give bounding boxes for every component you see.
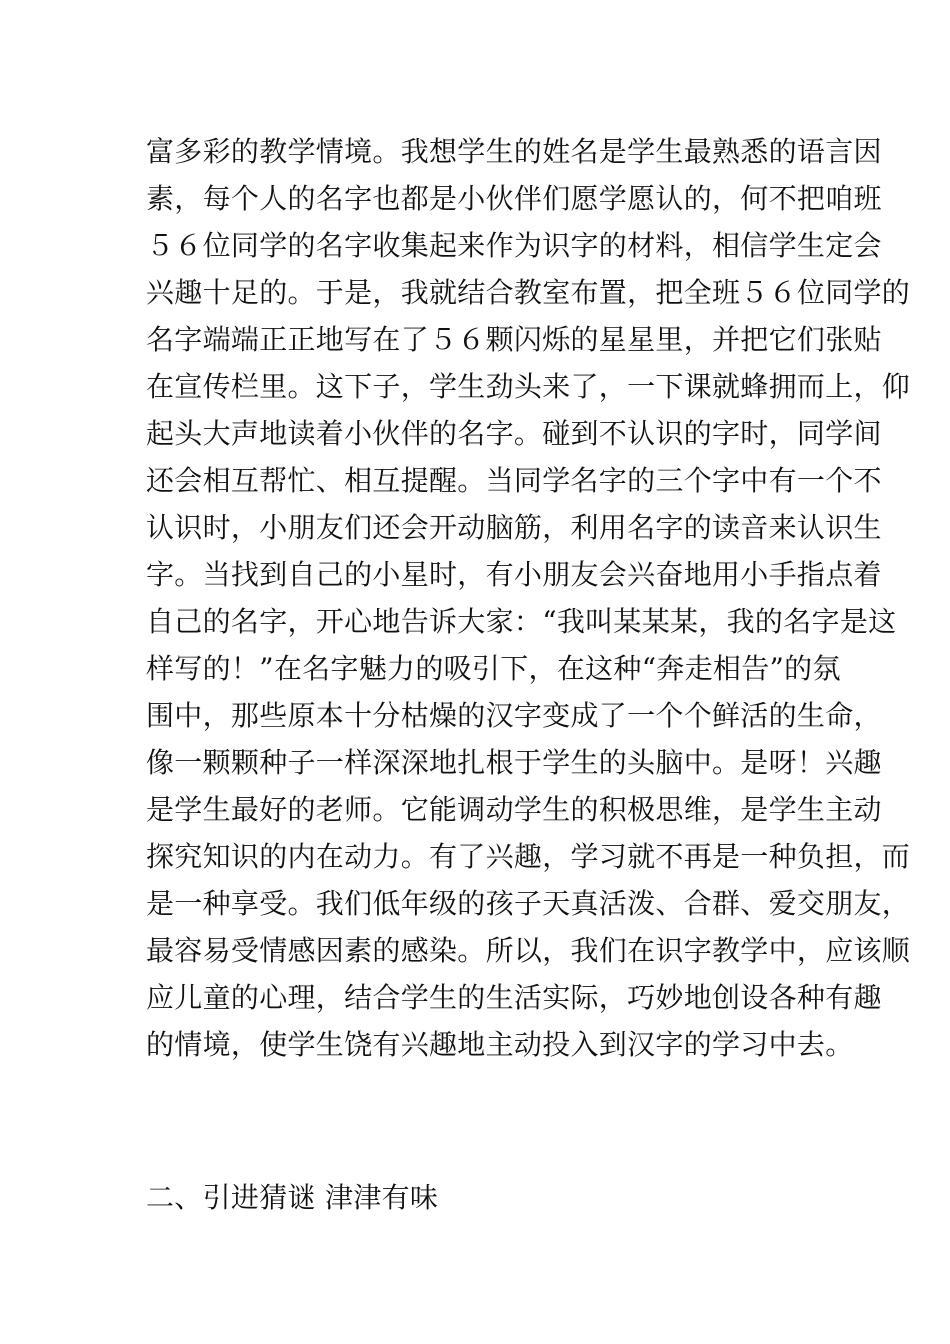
paragraph-line: 的情境，使学生饶有兴趣地主动投入到汉字的学习中去。 [146,1028,854,1061]
paragraph-line: 像一颗颗种子一样深深地扎根于学生的头脑中。是呀！兴趣 [146,746,882,779]
paragraph-line: 围中，那些原本十分枯燥的汉字变成了一个个鲜活的生命， [146,699,882,732]
paragraph-line: 还会相互帮忙、相互提醒。当同学名字的三个字中有一个不 [146,464,882,497]
paragraph-line: 应儿童的心理，结合学生的生活实际，巧妙地创设各种有趣 [146,981,882,1014]
paragraph-line: 富多彩的教学情境。我想学生的姓名是学生最熟悉的语言因 [146,135,882,168]
paragraph-line: 探究知识的内在动力。有了兴趣，学习就不再是一种负担，而 [146,840,911,873]
paragraph-line: 是一种享受。我们低年级的孩子天真活泼、合群、爱交朋友， [146,887,911,920]
paragraph-line: 兴趣十足的。于是，我就结合教室布置，把全班５６位同学的 [146,276,911,309]
paragraph-line: 在宣传栏里。这下子，学生劲头来了，一下课就蜂拥而上，仰 [146,370,911,403]
section-heading: 二、引进猜谜 津津有味 [146,1181,439,1214]
paragraph-line: 最容易受情感因素的感染。所以，我们在识字教学中，应该顺 [146,934,911,967]
paragraph-line: ５６位同学的名字收集起来作为识字的材料，相信学生定会 [146,229,882,262]
paragraph-line: 起头大声地读着小伙伴的名字。碰到不认识的字时，同学间 [146,417,882,450]
paragraph-line: 名字端端正正地写在了５６颗闪烁的星星里，并把它们张贴 [146,323,882,356]
paragraph-line: 是学生最好的老师。它能调动学生的积极思维，是学生主动 [146,793,882,826]
paragraph-line: 样写的！”在名字魅力的吸引下，在这种“奔走相告”的氛 [146,652,841,685]
paragraph-line: 认识时，小朋友们还会开动脑筋，利用名字的读音来认识生 [146,511,882,544]
paragraph-line: 字。当找到自己的小星时，有小朋友会兴奋地用小手指点着 [146,558,882,591]
paragraph-line: 素，每个人的名字也都是小伙伴们愿学愿认的，何不把咱班 [146,182,882,215]
paragraph-line: 自己的名字，开心地告诉大家：“我叫某某某，我的名字是这 [146,605,897,638]
